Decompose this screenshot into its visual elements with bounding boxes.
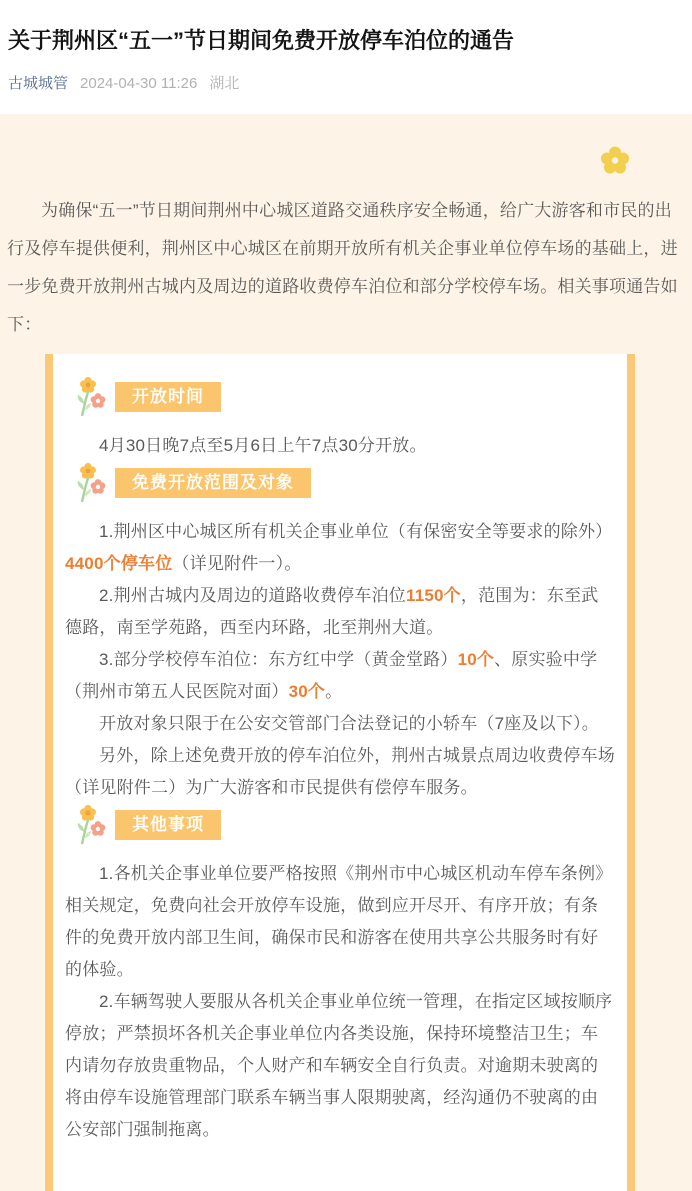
notice-card xyxy=(45,354,635,1191)
notice-section xyxy=(53,804,627,1146)
publish-region: 湖北 xyxy=(209,75,240,92)
publish-timestamp: 2024-04-30 11:26 xyxy=(80,75,198,92)
article-header xyxy=(0,0,692,94)
notice-paragraph xyxy=(53,644,627,708)
intro-paragraph: 为确保“五一”节日期间荆州中心城区道路交通秩序安全畅通，给广大游客和市民的出行及停车提供便利，荆州区中心城区在前期开放所有机关企事业单位停车场的基础上，进一步免费开放荆州古城内及周边的道路收费停车泊位和部分学校停车场。相关事项通告如下： xyxy=(7,201,678,334)
notice-body xyxy=(0,114,692,1191)
notice-section xyxy=(53,376,627,462)
bouquet-flower-icon xyxy=(75,462,107,504)
text-run: 1.荆州区中心城区所有机关企事业单位（有保密安全等要求的除外） xyxy=(99,522,613,541)
text-run: 1.各机关企事业单位要严格按照《荆州市中心城区机动车停车条例》相关规定，免费向社会开放停车设施，做到应开尽开、有序开放；有条件的免费开放内部卫生间，确保市民和游客在使用共享公共服务时有好的体验。 xyxy=(65,864,613,979)
section-title-badge: 其他事项 xyxy=(115,810,221,840)
text-run: 另外，除上述免费开放的停车泊位外，荆州古城景点周边收费停车场（详见附件二）为广大游客和市民提供有偿停车服务。 xyxy=(65,746,615,797)
text-run: 、原实验中学（荆州市第五人民医院对面） xyxy=(65,650,598,701)
notice-paragraph xyxy=(53,708,627,740)
highlight-number: 1150个 xyxy=(405,586,461,605)
text-run: 3.部分学校停车泊位：东方红中学（黄金堂路） xyxy=(99,650,458,669)
notice-paragraph xyxy=(53,858,627,986)
author-link[interactable]: 古城城管 xyxy=(8,75,69,92)
section-title-badge: 免费开放范围及对象 xyxy=(115,468,311,498)
card-sections xyxy=(53,376,627,1146)
yellow-flower-icon xyxy=(600,146,630,178)
notice-section xyxy=(53,462,627,804)
text-run: （详见附件一）。 xyxy=(172,554,302,573)
notice-paragraph xyxy=(53,740,627,804)
text-run: 2.车辆驾驶人要服从各机关企事业单位统一管理，在指定区域按顺序停放；严禁损坏各机关企事业单位内各类设施，保持环境整洁卫生；车内请勿存放贵重物品，个人财产和车辆安全自行负责。对逾期未驶离的将由停车设施管理部门联系车辆当事人限期驶离，经沟通仍不驶离的由公安部门强制拖离。 xyxy=(65,992,613,1139)
section-title-badge: 开放时间 xyxy=(115,382,221,412)
text-run: 。 xyxy=(325,682,343,701)
bouquet-flower-icon xyxy=(75,804,107,846)
section-heading xyxy=(75,804,613,846)
text-run: ，范围为：东至武德路，南至学苑路，西至内环路，北至荆州大道。 xyxy=(65,586,599,637)
notice-paragraph xyxy=(53,986,627,1146)
highlight-number: 10个 xyxy=(457,650,495,669)
byline xyxy=(8,73,684,94)
text-run: 开放对象只限于在公安交管部门合法登记的小轿车（7座及以下）。 xyxy=(99,714,599,733)
section-heading xyxy=(75,462,613,504)
bouquet-flower-icon xyxy=(75,376,107,418)
highlight-number: 4400个停车位 xyxy=(65,554,173,573)
notice-paragraph xyxy=(53,430,627,462)
section-heading xyxy=(75,376,613,418)
highlight-number: 30个 xyxy=(288,682,326,701)
decoration-row xyxy=(0,146,692,178)
text-run: 4月30日晚7点至5月6日上午7点30分开放。 xyxy=(99,436,427,455)
notice-paragraph xyxy=(53,580,627,644)
page-title: 关于荆州区“五一”节日期间免费开放停车泊位的通告 xyxy=(8,28,515,53)
text-run: 2.荆州古城内及周边的道路收费停车泊位 xyxy=(99,586,406,605)
notice-paragraph xyxy=(53,516,627,580)
